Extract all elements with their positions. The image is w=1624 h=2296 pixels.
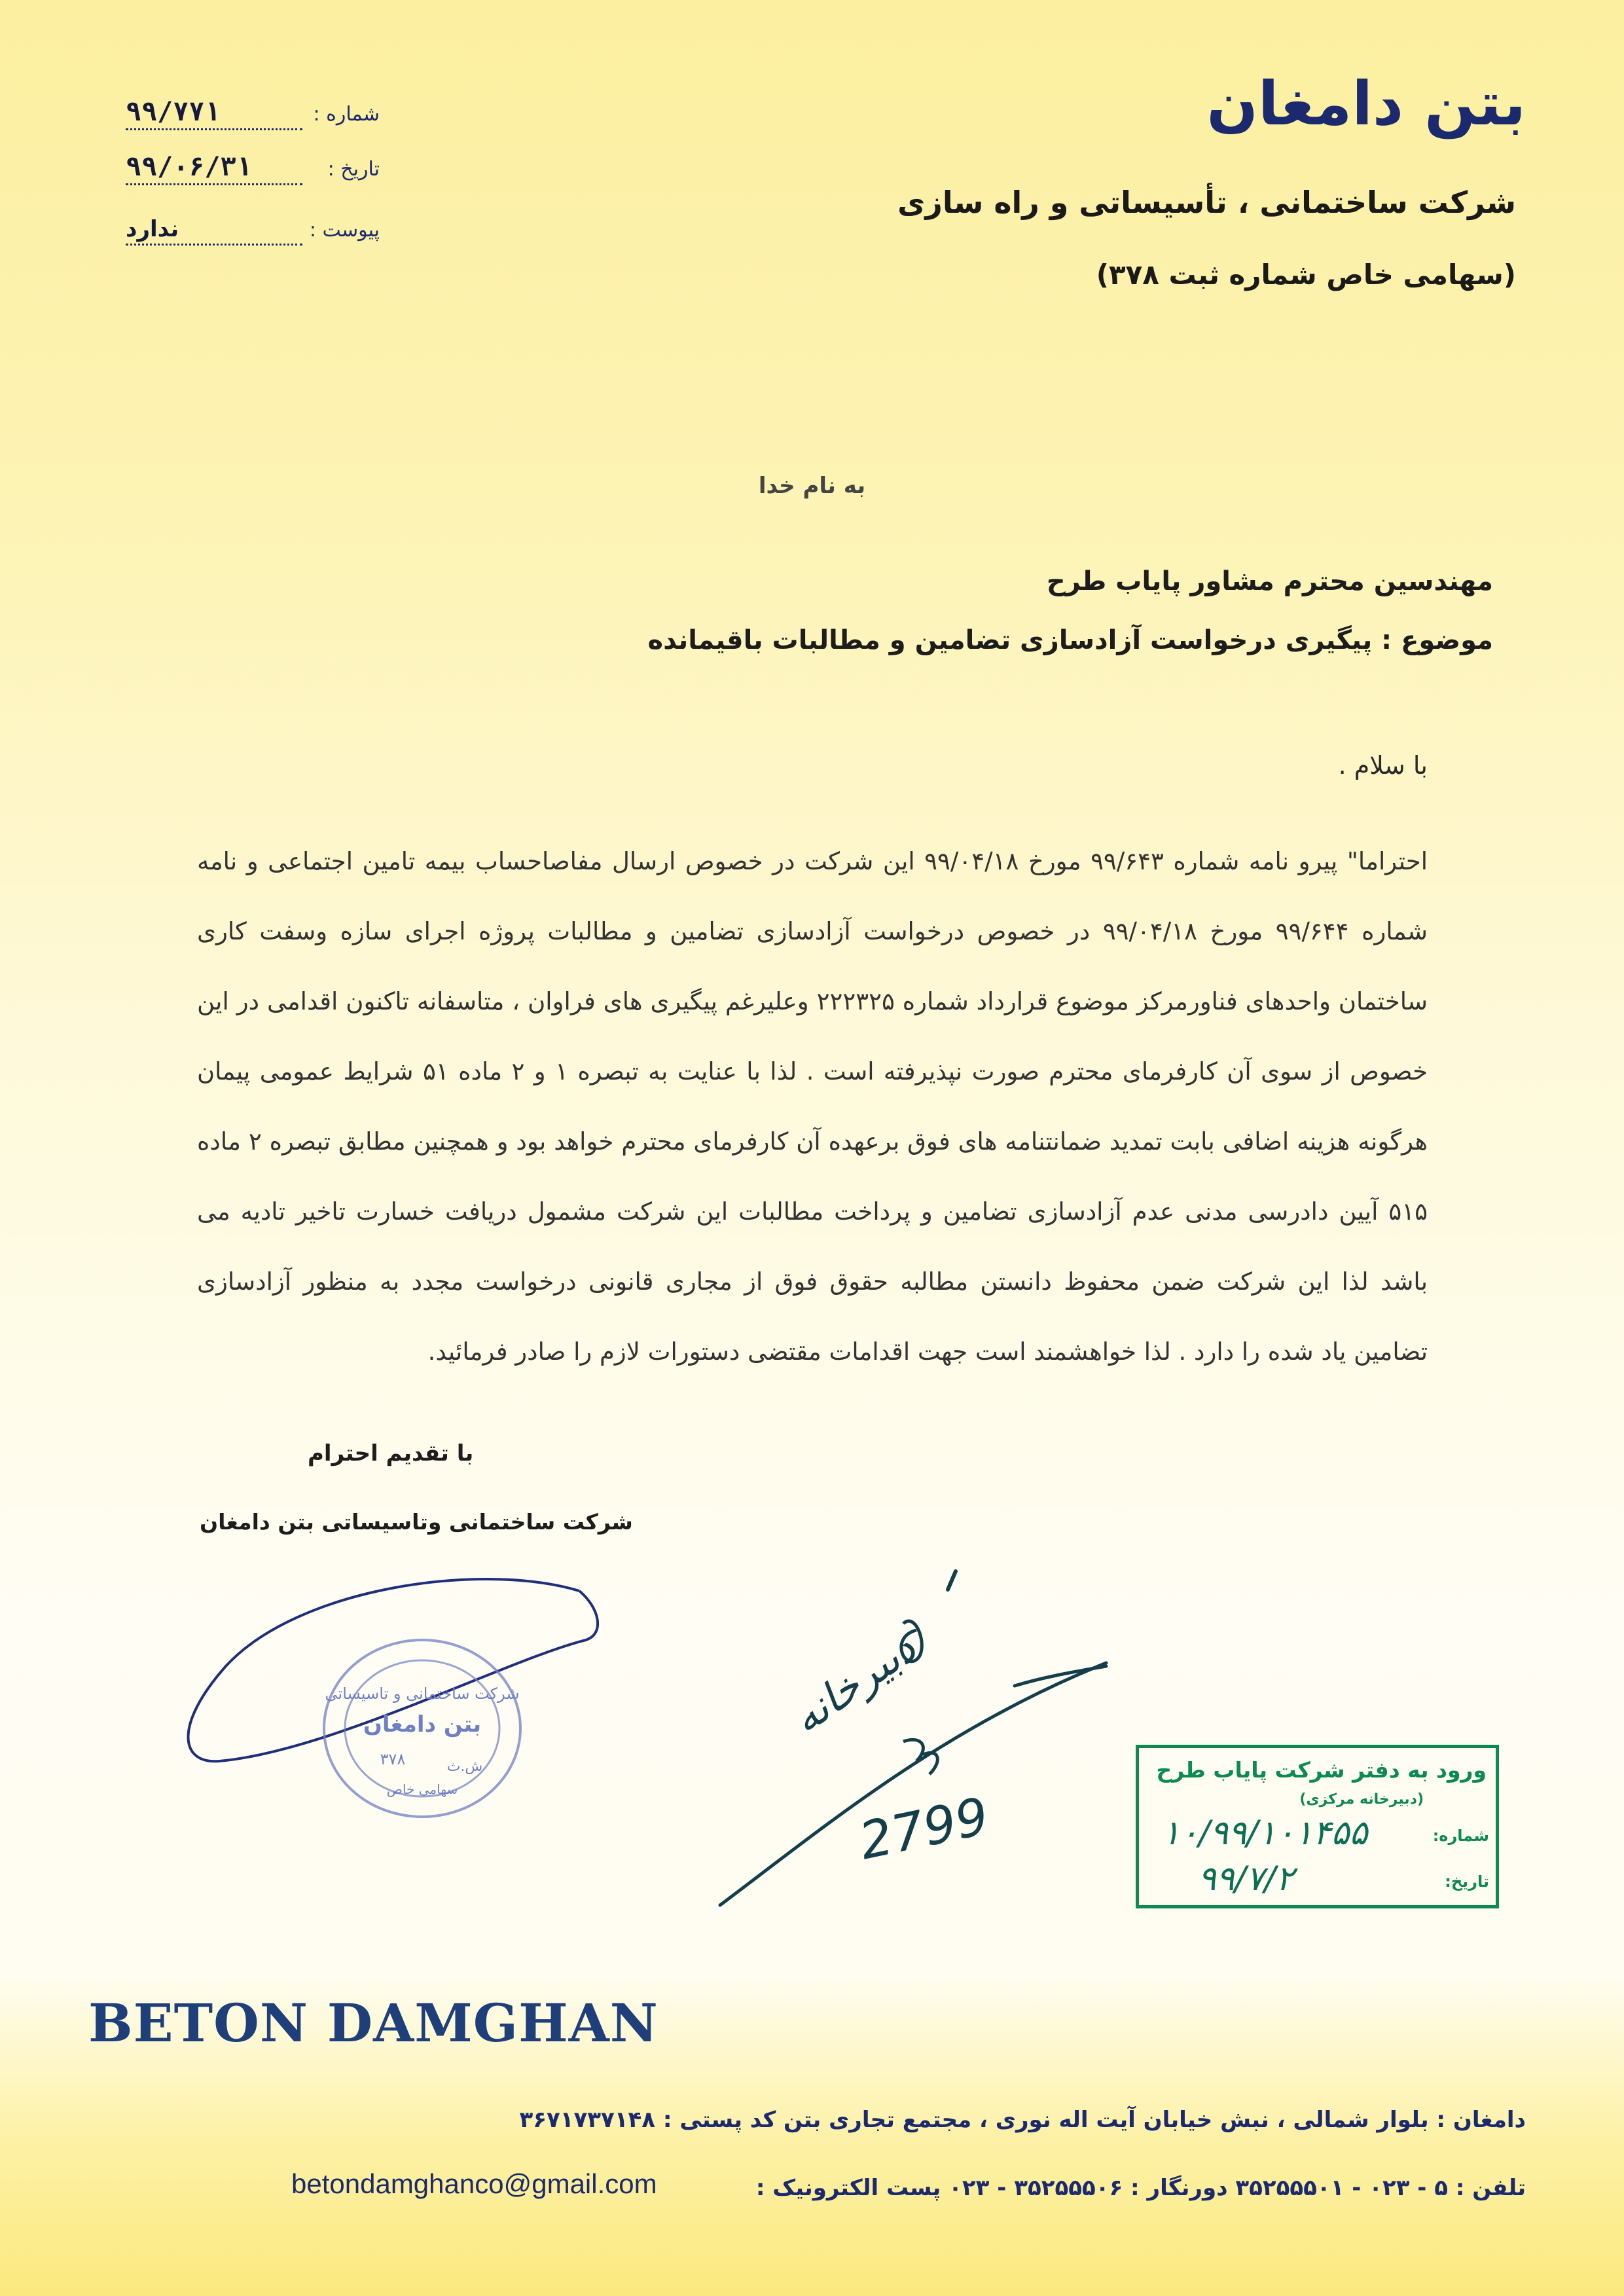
seal-text-num: ۳۷۸: [380, 1750, 406, 1768]
letter-attachment-label: پیوست :: [309, 219, 380, 242]
company-brand-title: بتن دامغان: [1206, 69, 1526, 139]
letter-body-paragraph: احتراما" پیرو نامه شماره ۹۹/۶۴۳ مورخ ۹۹/۰۴/۱۸ این شرکت در خصوص ارسال مفاصاحساب بیمه تامین اجتماعی و نامه شماره ۹۹/۶۴۴ مورخ ۹۹/۰۴/۱۸ در خصوص درخواست آزادسازی تضامین و مطالبات پروژه اجرای سازه وسفت کاری ساختمان واحدهای فناورمرکز موضوع قرارداد شماره ۲۲۲۳۲۵ وعلیرغم پیگیری های فراوان ، متاسفانه تاکنون اقدامی در این خصوص از سوی آن کارفرمای محترم صورت نپذیرفته است . لذا با عنایت به تبصره ۱ و ۲ ماده ۵۱ شرایط عمومی پیمان هرگونه هزینه اضافی بابت تمدید ضمانتنامه های فوق برعهده آن کارفرمای محترم خواهد بود و همچنین مطابق تبصره ۲ ماده ۵۱۵ آیین دادرسی مدنی عدم آزادسازی تضامین و پرداخت مطالبات این شرکت مشمول دریافت خسارت تاخیر تادیه می باشد لذا این شرکت ضمن محفوظ دانستن مطالبه حقوق فوق از مجاری قانونی درخواست مجدد به منظور آزادسازی تضامین یاد شده را دارد . لذا خواهشمند است جهت اقدامات مقتضی دستورات لازم را صادر فرمائید.: [197, 847, 1428, 1366]
handwritten-dash: [948, 1571, 956, 1590]
seal-text-mid: بتن دامغان: [363, 1711, 482, 1738]
letter-attachment-value: ندارد: [126, 216, 302, 246]
letter-number-row: [118, 97, 380, 130]
company-type: شرکت ساختمانی ، تأسیساتی و راه سازی: [897, 185, 1516, 220]
letter-date-value: ۹۹/۰۶/۳۱: [126, 152, 302, 185]
handwritten-note-text: دبیرخانه: [783, 1624, 925, 1744]
seal-text-top: شرکت ساختمانی و تاسیساتی: [325, 1685, 520, 1703]
recipient-line: مهندسین محترم مشاور پایاب طرح: [1046, 566, 1493, 596]
greeting-line: با سلام .: [1338, 751, 1428, 780]
received-stamp: [1136, 1745, 1499, 1908]
received-stamp-number-label: شماره:: [1432, 1827, 1489, 1845]
footer-contact: تلفن : ۵ - ۰۲۳ - ۳۵۲۵۵۵۰۱ دورنگار : ۳۵۲۵۵۵۰۶ - ۰۲۳ پست الکترونیک :: [755, 2175, 1526, 2201]
company-brand-english: BETON DAMGHAN: [88, 1992, 659, 2054]
signer-company: شرکت ساختمانی وتاسیساتی بتن دامغان: [200, 1509, 633, 1535]
received-stamp-title: ورود به دفتر شرکت پایاب طرح: [1156, 1757, 1487, 1783]
company-registration: (سهامی خاص شماره ثبت ۳۷۸): [1096, 259, 1516, 291]
received-stamp-date: ۹۹/۷/۲: [1198, 1859, 1294, 1899]
subject-line: موضوع : پیگیری درخواست آزادسازی تضامین و مطالبات باقیمانده: [647, 625, 1493, 655]
letter-date-label: تاریخ :: [327, 158, 380, 181]
closing-line: با تقدیم احترام: [308, 1440, 474, 1467]
footer-email[interactable]: betondamghanco@gmail.com: [291, 2168, 657, 2199]
seal-text-bottom: سهامی خاص: [386, 1781, 458, 1797]
bismillah-heading: به نام خدا: [758, 473, 866, 499]
seal-text-sub: ش.ث: [446, 1758, 483, 1775]
handwritten-long-stroke: [720, 1663, 1106, 1905]
letter-attachment-row: [118, 216, 380, 246]
footer-address: دامغان : بلوار شمالی ، نبش خیابان آیت اله نوری ، مجتمع تجاری بتن کد پستی : ۳۶۷۱۷۳۷۱۴۸: [519, 2107, 1526, 2133]
handwritten-referral: [707, 1552, 1126, 1918]
letter-date-row: [118, 152, 380, 185]
received-stamp-subtitle: (دبیرخانه مرکزی): [1299, 1791, 1424, 1808]
letter-number-label: شماره :: [313, 103, 380, 126]
received-stamp-number: ۱۰/۹۹/۱۰۱۴۵۵: [1162, 1813, 1368, 1853]
letter-number-value: ۹۹/۷۷۱: [126, 97, 302, 130]
received-stamp-date-label: تاریخ:: [1445, 1872, 1489, 1891]
handwritten-number: 2799: [854, 1787, 994, 1872]
company-seal-stamp: [167, 1568, 612, 1843]
